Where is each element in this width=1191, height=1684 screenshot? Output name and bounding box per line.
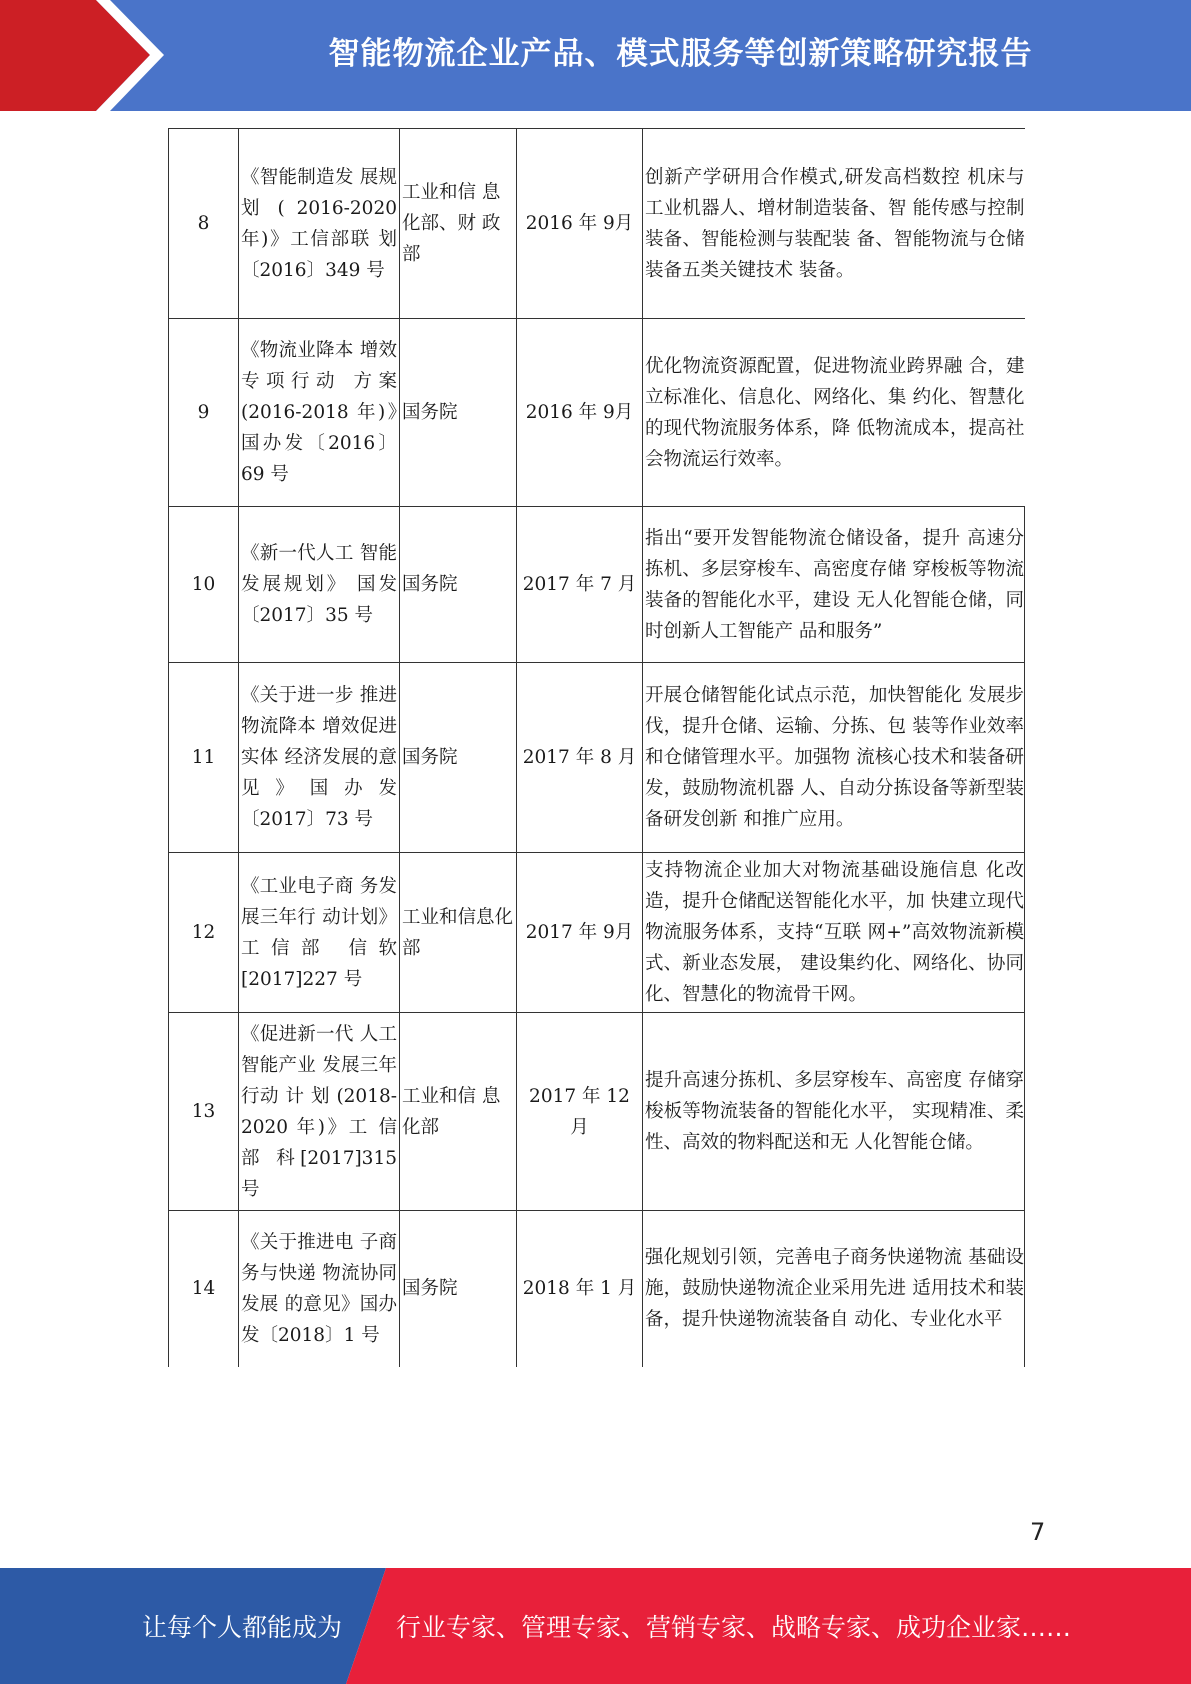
policy-name: 《工业电子商 务发展三年行 动计划》工信部 信软[2017]227 号: [239, 853, 400, 1013]
issuing-department: 国务院: [400, 663, 517, 853]
page-header: [0, 0, 1191, 111]
page-footer: [0, 1568, 1191, 1684]
issue-date: 2017 年 9月: [517, 853, 643, 1013]
issuing-department: 工业和信息化部: [400, 853, 517, 1013]
policy-content: 指出“要开发智能物流仓储设备，提升 高速分拣机、多层穿梭车、高密度存储 穿梭板等物流装备的智能化水平，建设 无人化智能仓储，同时创新人工智能产 品和服务”: [643, 507, 1025, 663]
policy-table: [168, 128, 1025, 1367]
row-number: 9: [169, 319, 239, 507]
table-row: [169, 1013, 1025, 1211]
policy-name: 《促进新一代 人工智能产业 发展三年行动 计 划 (2018-2020 年)》工 信 部 科[2017]315 号: [239, 1013, 400, 1211]
issue-date: 2016 年 9月: [517, 319, 643, 507]
table-row: [169, 319, 1025, 507]
issue-date: 2018 年 1 月: [517, 1211, 643, 1367]
policy-content: 开展仓储智能化试点示范，加快智能化 发展步伐，提升仓储、运输、分拣、包 装等作业效率和仓储管理水平。加强物 流核心技术和装备研发，鼓励物流机器 人、自动分拣设备等新型装备研发创新 和推广应用。: [643, 663, 1025, 853]
issuing-department: 工业和信 息化部、财 政部: [400, 129, 517, 319]
row-number: 12: [169, 853, 239, 1013]
row-number: 11: [169, 663, 239, 853]
row-number: 8: [169, 129, 239, 319]
policy-name: 《关于进一步 推进物流降本 增效促进实体 经济发展的意 见》国办发〔2017〕73 号: [239, 663, 400, 853]
policy-content: 支持物流企业加大对物流基础设施信息 化改造，提升仓储配送智能化水平，加 快建立现代物流服务体系，支持“互联 网+”高效物流新模式、新业态发展， 建设集约化、网络化、协同化、智慧化的物流骨干网。: [643, 853, 1025, 1013]
issuing-department: 工业和信 息化部: [400, 1013, 517, 1211]
table-row: [169, 507, 1025, 663]
issue-date: 2017 年 7 月: [517, 507, 643, 663]
issuing-department: 国务院: [400, 1211, 517, 1367]
table-row: [169, 1211, 1025, 1367]
page-number: 7: [1030, 1518, 1046, 1546]
header-arrow-decoration: [0, 0, 180, 111]
row-number: 14: [169, 1211, 239, 1367]
issue-date: 2017 年 8 月: [517, 663, 643, 853]
policy-content: 优化物流资源配置，促进物流业跨界融 合，建立标准化、信息化、网络化、集 约化、智慧化的现代物流服务体系，降 低物流成本，提高社会物流运行效率。: [643, 319, 1025, 507]
report-title: 智能物流企业产品、模式服务等创新策略研究报告: [328, 35, 1033, 72]
issue-date: 2016 年 9月: [517, 129, 643, 319]
table-row: [169, 663, 1025, 853]
policy-content: 强化规划引领，完善电子商务快递物流 基础设施，鼓励快递物流企业采用先进 适用技术和装备，提升快递物流装备自 动化、专业化水平: [643, 1211, 1025, 1367]
table-row: [169, 129, 1025, 319]
footer-slogan-right: 行业专家、管理专家、营销专家、战略专家、成功企业家……: [396, 1613, 1072, 1642]
issuing-department: 国务院: [400, 319, 517, 507]
issuing-department: 国务院: [400, 507, 517, 663]
policy-name: 《新一代人工 智能发展规划》 国发〔2017〕35 号: [239, 507, 400, 663]
policy-content: 创新产学研用合作模式,研发高档数控 机床与工业机器人、增材制造装备、智 能传感与控制装备、智能检测与装配装 备、智能物流与仓储装备五类关键技术 装备。: [643, 129, 1025, 319]
footer-slogan-left: 让每个人都能成为: [142, 1613, 343, 1642]
table-row: [169, 853, 1025, 1013]
policy-name: 《物流业降本 增效专项行动 方案(2016-2018 年)》国办发〔2016〕69 号: [239, 319, 400, 507]
issue-date: 2017 年 12 月: [517, 1013, 643, 1211]
policy-name: 《关于推进电 子商务与快递 物流协同发展 的意见》国办发〔2018〕1 号: [239, 1211, 400, 1367]
row-number: 10: [169, 507, 239, 663]
policy-content: 提升高速分拣机、多层穿梭车、高密度 存储穿梭板等物流装备的智能化水平， 实现精准、柔性、高效的物料配送和无 人化智能仓储。: [643, 1013, 1025, 1211]
row-number: 13: [169, 1013, 239, 1211]
policy-name: 《智能制造发 展规 划 ( 2016-2020 年)》工信部联 划〔2016〕349 号: [239, 129, 400, 319]
